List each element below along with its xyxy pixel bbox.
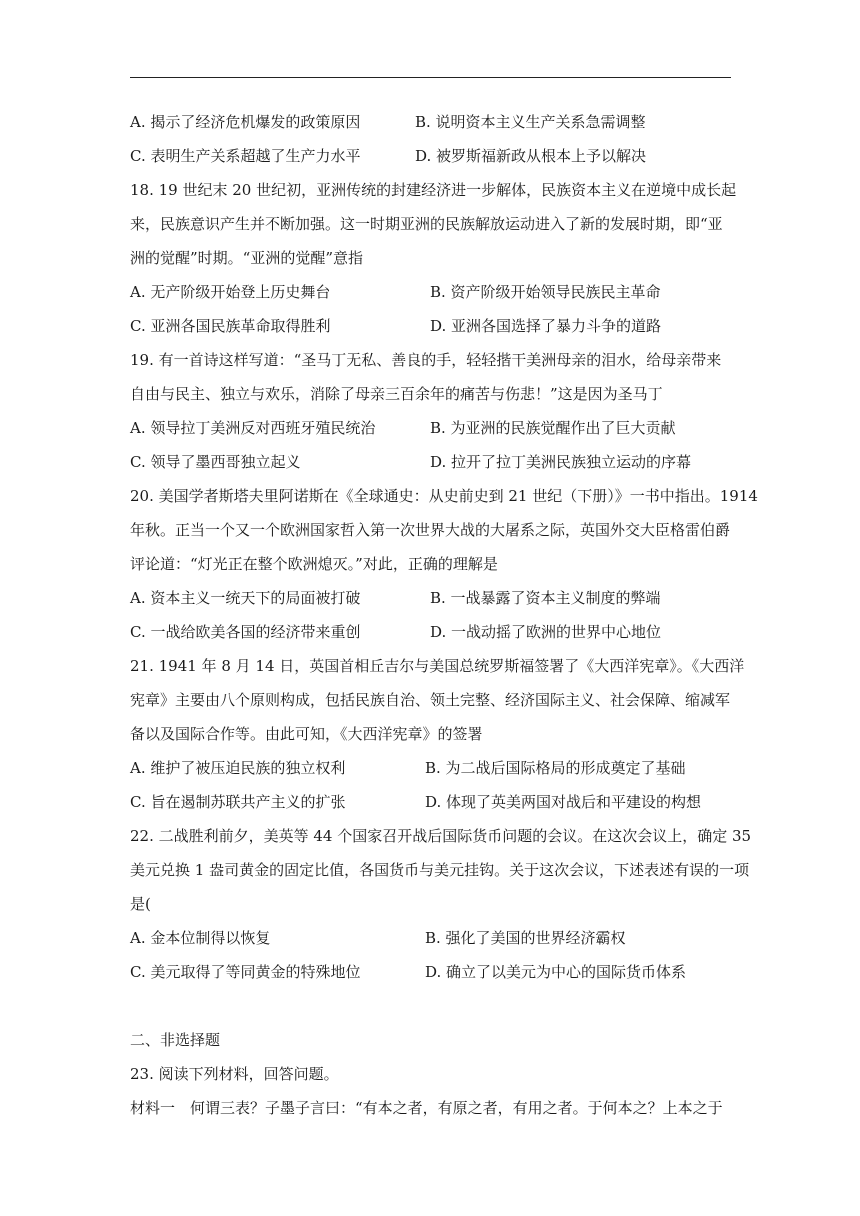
option-d: D. 体现了英美两国对战后和平建设的构想: [425, 793, 702, 811]
exam-page: [130, 105, 758, 1125]
option-c: C. 表明生产关系超越了生产力水平: [130, 147, 361, 165]
question-20: [130, 479, 758, 649]
question-stem-line: 宪章》主要由八个原则构成，包括民族自治、领土完整、经济国际主义、社会保障、缩减军: [130, 691, 731, 709]
question-stem-line: 20. 美国学者斯塔夫里阿诺斯在《全球通史：从史前史到 21 世纪（下册）》一书中指出。1914: [130, 487, 758, 505]
option-d: D. 亚洲各国选择了暴力斗争的道路: [430, 317, 662, 335]
option-b: B. 为亚洲的民族觉醒作出了巨大贡献: [430, 419, 676, 437]
option-b: B. 说明资本主义生产关系急需调整: [415, 113, 646, 131]
question-stem-line: 22. 二战胜利前夕，美英等 44 个国家召开战后国际货币问题的会议。在这次会议上，确定 35: [130, 827, 752, 845]
option-a: A. 资本主义一统天下的局面被打破: [130, 589, 361, 607]
question-18: [130, 173, 740, 343]
question-stem-line: 年秋。正当一个又一个欧洲国家哲入第一次世界大战的大屠系之际，英国外交大臣格雷伯爵: [130, 521, 731, 539]
option-c: C. 美元取得了等同黄金的特殊地位: [130, 963, 361, 981]
question-19: [130, 343, 740, 479]
header-rule: [130, 77, 731, 78]
question-stem-line: 自由与民主、独立与欢乐，消除了母亲三百余年的痛苦与伤悲！”这是因为圣马丁: [130, 385, 663, 403]
option-a: A. 金本位制得以恢复: [130, 929, 271, 947]
question-stem-line: 21. 1941 年 8 月 14 日，英国首相丘吉尔与美国总统罗斯福签署了《大西洋宪章》。《大西洋: [130, 657, 745, 675]
section-heading: 二、非选择题: [130, 1031, 221, 1049]
option-b: B. 强化了美国的世界经济霸权: [425, 929, 626, 947]
question-stem-line: 19. 有一首诗这样写道：“圣马丁无私、善良的手，轻轻揩干美洲母亲的泪水，给母亲带来: [130, 351, 722, 369]
option-d: D. 拉开了拉丁美洲民族独立运动的序幕: [430, 453, 692, 471]
question-stem-line: 美元兑换 1 盎司黄金的固定比值，各国货币与美元挂钩。关于这次会议，下述表述有误的一项: [130, 861, 750, 879]
option-b: B. 资产阶级开始领导民族民主革命: [430, 283, 661, 301]
option-a: A. 领导拉丁美洲反对西班牙殖民统治: [130, 419, 376, 437]
option-b: B. 一战暴露了资本主义制度的弊端: [430, 589, 661, 607]
option-d: D. 确立了以美元为中心的国际货币体系: [425, 963, 687, 981]
question-17-options: [130, 105, 740, 173]
question-stem-line: 洲的觉醒”时期。“亚洲的觉醒”意指: [130, 249, 364, 267]
question-stem-line: 18. 19 世纪末 20 世纪初，亚洲传统的封建经济进一步解体，民族资本主义在逆境中成长起: [130, 181, 737, 199]
question-stem-line: 是(: [130, 895, 151, 913]
option-a: A. 无产阶级开始登上历史舞台: [130, 283, 331, 301]
question-stem-line: 备以及国际合作等。由此可知，《大西洋宪章》的签署: [130, 725, 483, 743]
question-21: [130, 649, 745, 819]
option-a: A. 维护了被压迫民族的独立权利: [130, 759, 346, 777]
question-stem-line: 来，民族意识产生并不断加强。这一时期亚洲的民族解放运动进入了新的发展时期，即“亚: [130, 215, 723, 233]
option-c: C. 旨在遏制苏联共产主义的扩张: [130, 793, 346, 811]
option-c: C. 一战给欧美各国的经济带来重创: [130, 623, 361, 641]
option-c: C. 亚洲各国民族革命取得胜利: [130, 317, 331, 335]
option-d: D. 被罗斯福新政从根本上予以解决: [415, 147, 647, 165]
section-spacer: [130, 989, 740, 1023]
question-23-stem: 23. 阅读下列材料，回答问题。: [130, 1065, 339, 1083]
option-a: A. 揭示了经济危机爆发的政策原因: [130, 113, 361, 131]
question-22: [130, 819, 752, 989]
material-1-line: 材料一 何谓三表？子墨子言曰：“有本之者，有原之者，有用之者。于何本之？上本之于: [130, 1099, 723, 1117]
option-b: B. 为二战后国际格局的形成奠定了基础: [425, 759, 686, 777]
section-non-choice: [130, 1023, 740, 1125]
question-stem-line: 评论道：“灯光正在整个欧洲熄灭。”对此，正确的理解是: [130, 555, 498, 573]
option-d: D. 一战动摇了欧洲的世界中心地位: [430, 623, 662, 641]
option-c: C. 领导了墨西哥独立起义: [130, 453, 301, 471]
